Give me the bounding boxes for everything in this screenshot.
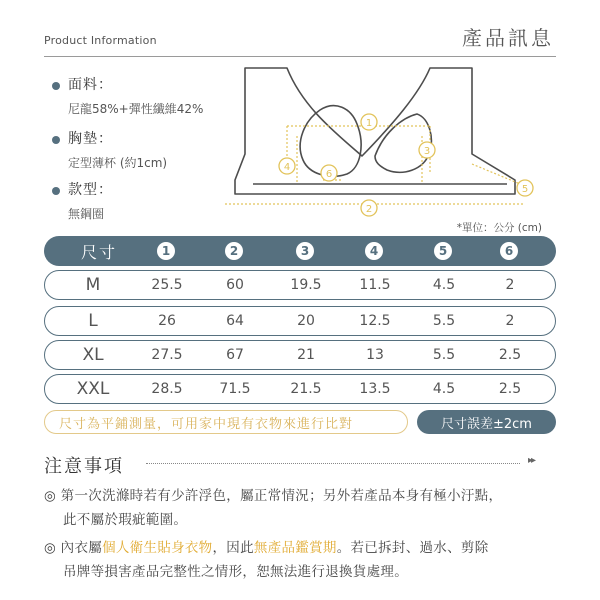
size-label: XXL	[76, 379, 110, 399]
size-row-m	[44, 270, 556, 300]
hygiene-highlight: 個人衛生貼身衣物	[102, 540, 213, 556]
size-cell: 71.5	[219, 381, 251, 397]
header-chinese-title: 產品訊息	[462, 26, 554, 50]
notice-item-2	[44, 536, 564, 560]
size-cell: 25.5	[151, 277, 183, 293]
size-cell: 4.5	[432, 277, 456, 293]
size-label: XL	[82, 345, 104, 365]
size-cell: 27.5	[151, 347, 183, 363]
marker-3-label: 3	[423, 146, 431, 157]
size-cell: 67	[226, 347, 244, 363]
number-3-icon: 3	[296, 242, 314, 260]
header-english-title: Product Information	[44, 34, 157, 47]
number-5-icon: 5	[434, 242, 452, 260]
unit-note: *單位：公分 (cm)	[456, 222, 542, 234]
number-4-icon: 4	[365, 242, 383, 260]
size-label: L	[88, 311, 98, 331]
notice-divider	[146, 463, 520, 464]
spec-fabric-label: 面料：	[68, 77, 113, 93]
spec-style-value: 無鋼圈	[68, 207, 105, 221]
column-6-header	[474, 236, 544, 266]
notice-item-2-text-c: 。若已拆封、過水、剪除	[336, 540, 489, 556]
spec-bullet-icon	[52, 187, 60, 195]
notice-item-1-continued	[44, 508, 583, 532]
size-cell: 5.5	[432, 347, 456, 363]
no-trial-period-highlight: 無產品鑑賞期	[253, 540, 337, 556]
spec-pad-label: 胸墊：	[68, 131, 113, 147]
marker-1-label: 1	[365, 118, 373, 129]
spec-bullet-icon	[52, 82, 60, 90]
notice-item-1-cont-text: 此不屬於瑕疵範圍。	[63, 512, 188, 528]
spec-fabric-value: 尼龍58%+彈性纖維42%	[68, 102, 204, 116]
size-table-header	[44, 236, 556, 266]
marker-2-label: 2	[365, 204, 373, 215]
notice-item-1-text: ◎ 第一次洗滌時若有少許浮色，屬正常情況；另外若產品本身有極小汙點，	[44, 488, 503, 504]
number-1-icon: 1	[157, 242, 175, 260]
size-cell: 19.5	[290, 277, 322, 293]
marker-6-label: 6	[325, 169, 333, 180]
size-row-l	[44, 306, 556, 336]
column-2-header	[199, 236, 269, 266]
notice-item-2-text-a: ◎ 內衣屬	[44, 540, 103, 556]
size-cell: 4.5	[432, 381, 456, 397]
flat-measure-note: 尺寸為平鋪測量，可用家中現有衣物來進行比對	[44, 410, 408, 434]
header-divider	[44, 56, 556, 57]
size-cell: 2	[505, 313, 515, 329]
column-1-header	[131, 236, 201, 266]
size-cell: 13.5	[359, 381, 391, 397]
spec-pad-value: 定型薄杯 (約1cm)	[68, 156, 168, 170]
size-cell: 21.5	[290, 381, 322, 397]
double-arrow-icon: ▸▸	[528, 455, 535, 466]
size-cell: 64	[226, 313, 244, 329]
size-cell: 11.5	[359, 277, 391, 293]
column-5-header	[408, 236, 478, 266]
tolerance-badge: 尺寸誤差±2cm	[417, 410, 556, 434]
size-cell: 26	[158, 313, 176, 329]
size-cell: 21	[297, 347, 315, 363]
notice-item-2-continued	[44, 560, 583, 584]
marker-4-label: 4	[283, 162, 291, 173]
size-row-xl	[44, 340, 556, 370]
column-3-header	[270, 236, 340, 266]
number-6-icon: 6	[500, 242, 518, 260]
size-cell: 2.5	[498, 381, 522, 397]
marker-5-label: 5	[521, 184, 529, 195]
notice-item-2-text-b: ，因此	[212, 540, 254, 556]
notice-item-1	[44, 484, 564, 508]
size-label: M	[85, 275, 101, 295]
size-cell: 12.5	[359, 313, 391, 329]
size-cell: 5.5	[432, 313, 456, 329]
size-cell: 60	[226, 277, 244, 293]
size-header-label: 尺寸	[80, 242, 117, 262]
size-cell: 20	[297, 313, 315, 329]
notice-item-2-cont-text: 吊牌等損害產品完整性之情形，恕無法進行退換貨處理。	[63, 564, 408, 580]
spec-style-label: 款型：	[68, 182, 113, 198]
size-cell: 2.5	[498, 347, 522, 363]
size-cell: 13	[366, 347, 384, 363]
column-4-header	[339, 236, 409, 266]
bra-measurement-diagram	[225, 64, 555, 224]
number-2-icon: 2	[225, 242, 243, 260]
size-cell: 2	[505, 277, 515, 293]
spec-bullet-icon	[52, 136, 60, 144]
size-row-xxl	[44, 374, 556, 404]
notice-title: 注意事項	[44, 456, 124, 477]
size-cell: 28.5	[151, 381, 183, 397]
